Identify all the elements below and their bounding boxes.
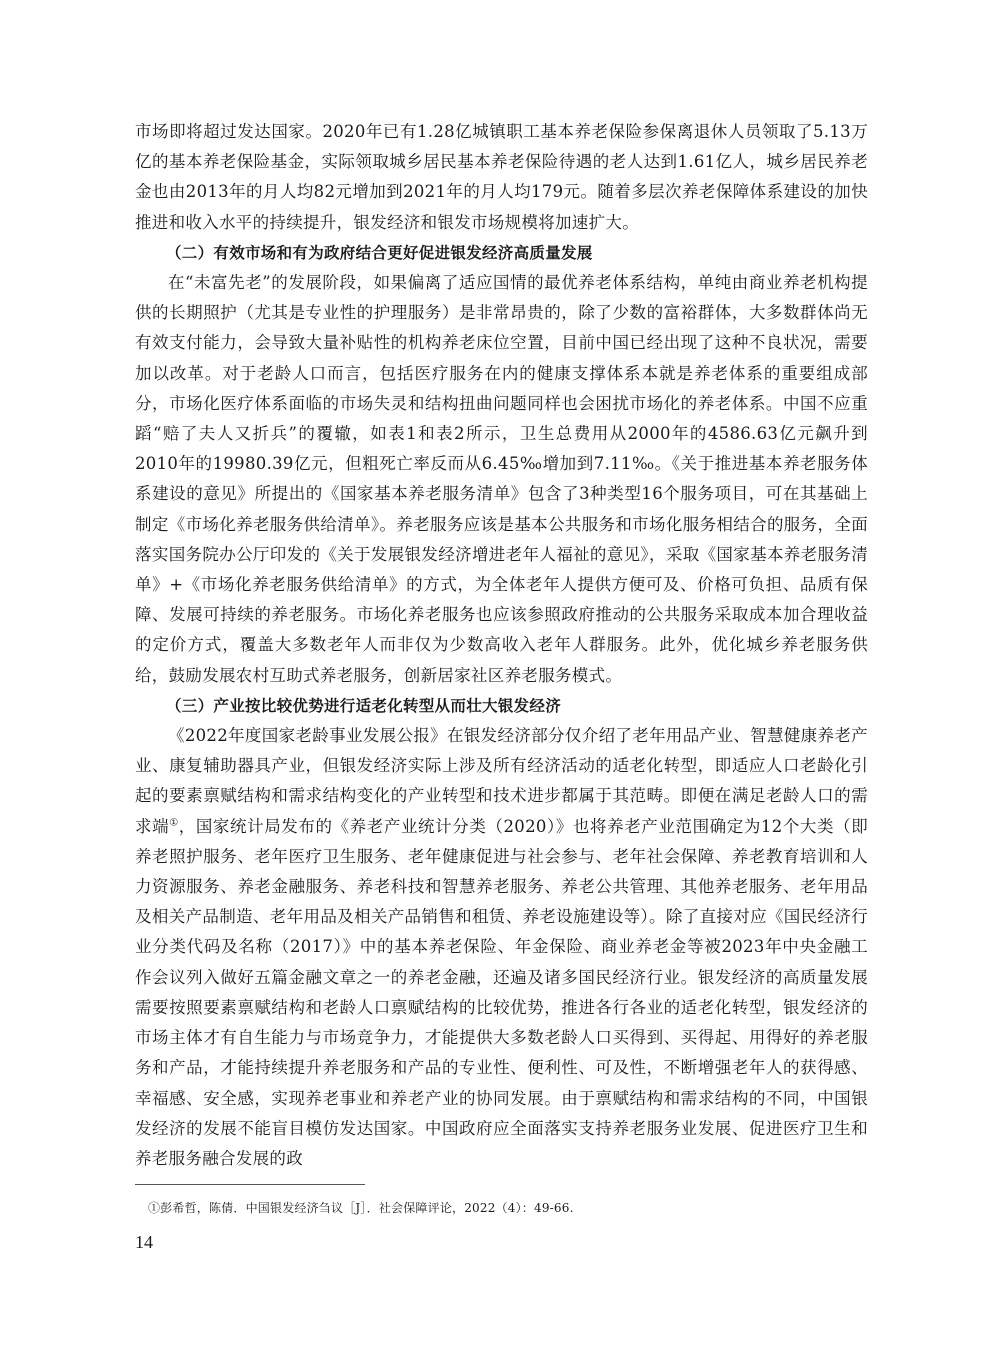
- footnote-marker[interactable]: ①: [169, 817, 179, 829]
- body-text: [135, 117, 868, 1174]
- page-number: 14: [135, 1232, 153, 1252]
- paragraph-section-3-part-1: 《2022年度国家老龄事业发展公报》在银发经济部分仅介绍了老年用品产业、智慧健康养老产业、康复辅助器具产业，但银发经济实际上涉及所有经济活动的适老化转型，即适应人口老龄化引起的要素禀赋结构和需求结构变化的产业转型和技术进步都属于其范畴。即便在满足老龄人口的需求端: [135, 726, 868, 836]
- paragraph-section-3: [135, 721, 868, 1174]
- footnote-divider: [135, 1184, 365, 1185]
- paragraph-section-3-part-2: ，国家统计局发布的《养老产业统计分类（2020）》也将养老产业范围确定为12个大类（即养老照护服务、老年医疗卫生服务、老年健康促进与社会参与、老年社会保障、养老教育培训和人力资源服务、养老金融服务、养老科技和智慧养老服务、养老公共管理、其他养老服务、老年用品及相关产品制造、老年用品及相关产品销售和租赁、养老设施建设等）。除了直接对应《国民经济行业分类代码及名称（2017）》中的基本养老保险、年金保险、商业养老金等被2023年中央金融工作会议列入做好五篇金融文章之一的养老金融，还遍及诸多国民经济行业。银发经济的高质量发展需要按照要素禀赋结构和老龄人口禀赋结构的比较优势，推进各行各业的适老化转型，银发经济的市场主体才有自生能力与市场竞争力，才能提供大多数老龄人口买得到、买得起、用得好的养老服务和产品，才能持续提升养老服务和产品的专业性、便利性、可及性，不断增强老年人的获得感、幸福感、安全感，实现养老事业和养老产业的协同发展。由于禀赋结构和需求结构的不同，中国银发经济的发展不能盲目模仿发达国家。中国政府应全面落实支持养老服务业发展、促进医疗卫生和养老服务融合发展的政: [135, 816, 868, 1168]
- paragraph-section-2: 在“未富先老”的发展阶段，如果偏离了适应国情的最优养老体系结构，单纯由商业养老机构提供的长期照护（尤其是专业性的护理服务）是非常昂贵的，除了少数的富裕群体，大多数群体尚无有效支付能力，会导致大量补贴性的机构养老床位空置，目前中国已经出现了这种不良状况，需要加以改革。对于老龄人口而言，包括医疗服务在内的健康支撑体系本就是养老体系的重要组成部分，市场化医疗体系面临的市场失灵和结构扭曲问题同样也会困扰市场化的养老体系。中国不应重蹈“赔了夫人又折兵”的覆辙，如表1和表2所示，卫生总费用从2000年的4586.63亿元飙升到2010年的19980.39亿元，但粗死亡率反而从6.45‰增加到7.11‰。《关于推进基本养老服务体系建设的意见》所提出的《国家基本养老服务清单》包含了3种类型16个服务项目，可在其基础上制定《市场化养老服务供给清单》。养老服务应该是基本公共服务和市场化服务相结合的服务，全面落实国务院办公厅印发的《关于发展银发经济增进老年人福祉的意见》，采取《国家基本养老服务清单》+《市场化养老服务供给清单》的方式，为全体老年人提供方便可及、价格可负担、品质有保障、发展可持续的养老服务。市场化养老服务也应该参照政府推动的公共服务采取成本加合理收益的定价方式，覆盖大多数老年人而非仅为少数高收入老年人群服务。此外，优化城乡养老服务供给，鼓励发展农村互助式养老服务，创新居家社区养老服务模式。: [135, 273, 868, 685]
- paragraph-intro: 市场即将超过发达国家。2020年已有1.28亿城镇职工基本养老保险参保离退休人员领取了5.13万亿的基本养老保险基金，实际领取城乡居民基本养老保险待遇的老人达到1.61亿人，城乡居民养老金也由2013年的月人均82元增加到2021年的月人均179元。随着多层次养老保障体系建设的加快推进和收入水平的持续提升，银发经济和银发市场规模将加速扩大。: [135, 122, 868, 232]
- section-heading-3: （三）产业按比较优势进行适老化转型从而壮大银发经济: [166, 696, 562, 715]
- section-heading-2: （二）有效市场和有为政府结合更好促进银发经济高质量发展: [166, 243, 593, 262]
- footnote: ①彭希哲，陈倩．中国银发经济刍议［J］．社会保障评论，2022（4）：49-66.: [148, 1201, 574, 1215]
